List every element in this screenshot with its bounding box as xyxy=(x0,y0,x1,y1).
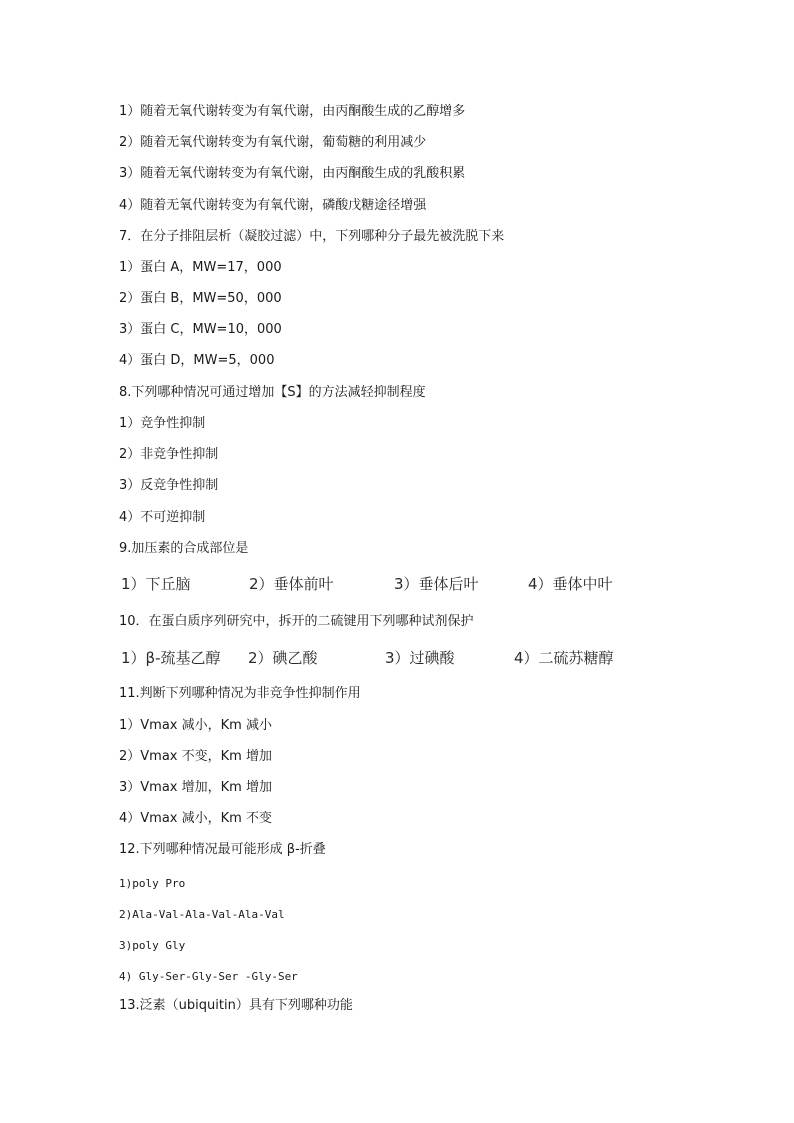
option-text: 1)poly Pro xyxy=(119,877,186,890)
option-text: 3）Vmax 增加，Km 增加 xyxy=(119,780,272,795)
option-text: 4）蛋白 D，MW=5，000 xyxy=(119,353,275,368)
q10-option: 3）过碘酸 xyxy=(385,649,455,667)
option-text: 2）Vmax 不变，Km 增加 xyxy=(119,749,272,764)
option-text: 2）随着无氧代谢转变为有氧代谢，葡萄糖的利用减少 xyxy=(119,135,427,150)
option-text: 3)poly Gly xyxy=(119,939,186,952)
q9-option: 2）垂体前叶 xyxy=(249,575,334,593)
question-10: 10．在蛋白质序列研究中，拆开的二硫键用下列哪种试剂保护 xyxy=(119,614,474,629)
option-text: 4) Gly-Ser-Gly-Ser -Gly-Ser xyxy=(119,970,298,983)
q10-option: 2）碘乙酸 xyxy=(248,649,318,667)
question-11: 11.判断下列哪种情况为非竞争性抑制作用 xyxy=(119,686,361,701)
option-text: 1）竞争性抑制 xyxy=(119,416,206,431)
q9-option: 3）垂体后叶 xyxy=(394,575,479,593)
q10-option: 1）β-巯基乙醇 xyxy=(121,649,221,667)
option-text: 2）蛋白 B，MW=50，000 xyxy=(119,291,282,306)
option-text: 2）非竞争性抑制 xyxy=(119,447,219,462)
option-text: 3）随着无氧代谢转变为有氧代谢，由丙酮酸生成的乳酸积累 xyxy=(119,166,466,181)
question-13: 13.泛素（ubiquitin）具有下列哪种功能 xyxy=(119,998,353,1013)
option-text: 1）Vmax 减小，Km 减小 xyxy=(119,718,272,733)
question-12: 12.下列哪种情况最可能形成 β-折叠 xyxy=(119,842,326,857)
option-text: 4）Vmax 减小，Km 不变 xyxy=(119,811,272,826)
question-8: 8.下列哪种情况可通过增加【S】的方法减轻抑制程度 xyxy=(119,385,426,400)
option-text: 3）蛋白 C，MW=10，000 xyxy=(119,322,282,337)
option-text: 2)Ala-Val-Ala-Val-Ala-Val xyxy=(119,908,285,921)
question-7: 7．在分子排阻层析（凝胶过滤）中，下列哪种分子最先被洗脱下来 xyxy=(119,229,505,244)
option-text: 4）不可逆抑制 xyxy=(119,510,206,525)
option-text: 3）反竞争性抑制 xyxy=(119,478,219,493)
q9-option: 1）下丘脑 xyxy=(121,575,191,593)
option-text: 1）随着无氧代谢转变为有氧代谢，由丙酮酸生成的乙醇增多 xyxy=(119,104,466,119)
q9-option: 4）垂体中叶 xyxy=(528,575,613,593)
question-9: 9.加压素的合成部位是 xyxy=(119,541,249,556)
option-text: 4）随着无氧代谢转变为有氧代谢，磷酸戊糖途径增强 xyxy=(119,198,427,213)
option-text: 1）蛋白 A，MW=17，000 xyxy=(119,260,282,275)
q10-option: 4）二硫苏糖醇 xyxy=(514,649,614,667)
